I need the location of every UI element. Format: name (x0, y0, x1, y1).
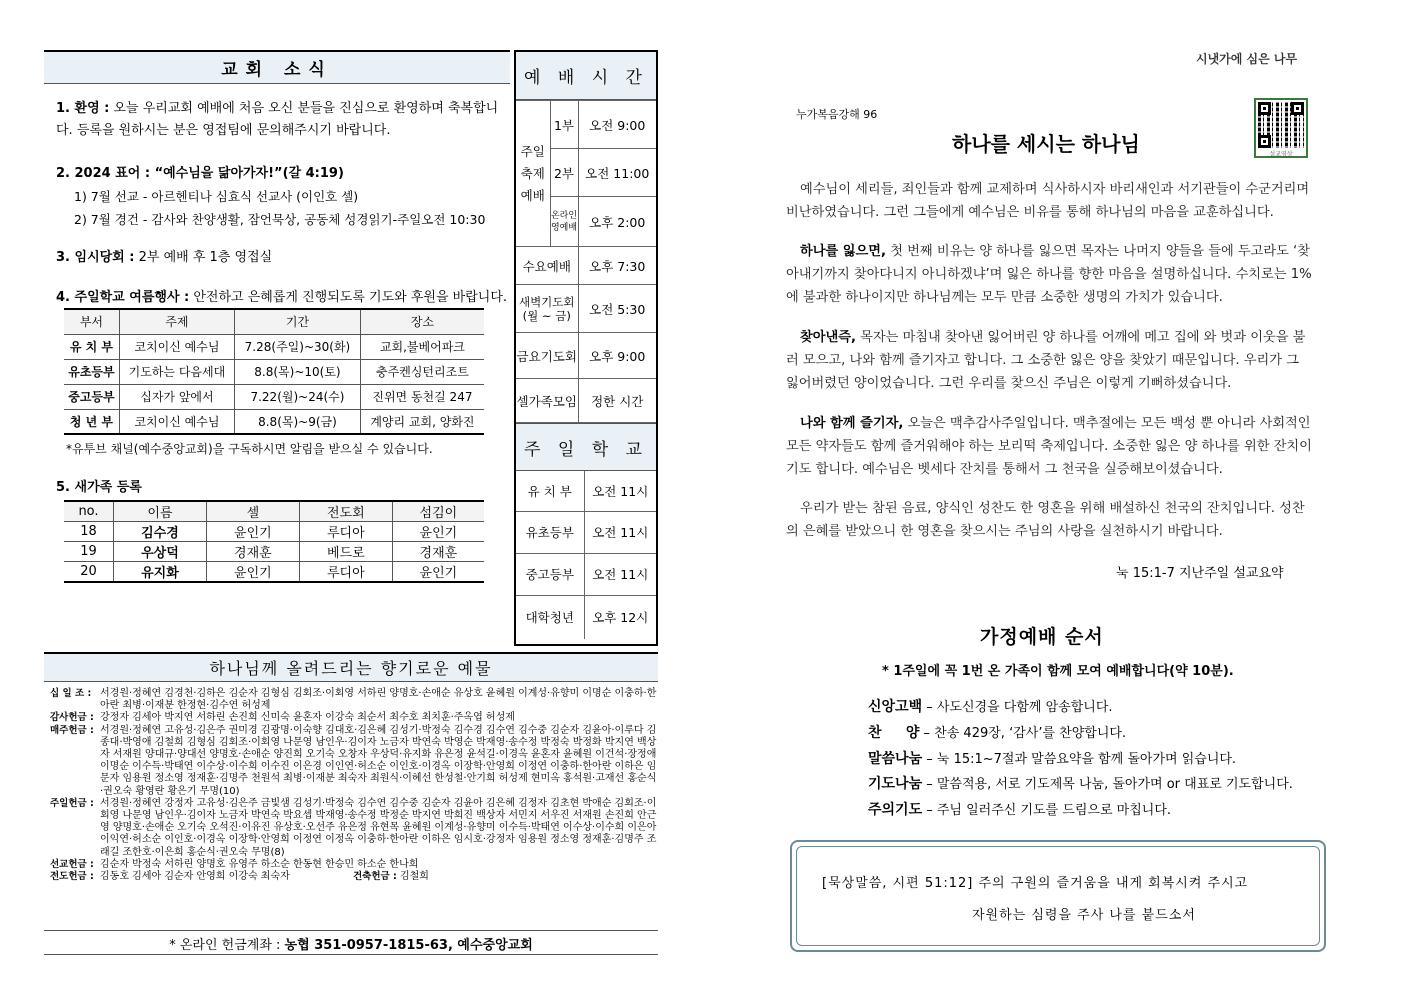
table-row (516, 511, 656, 553)
table-cell: 18 (64, 522, 114, 542)
meditation-verse-line2: 자원하는 심령을 주사 나를 붙드소서 (972, 908, 1196, 923)
table-cell: 윤인기 (206, 522, 299, 542)
table-cell: 계양리 교회, 양화진 (360, 409, 484, 434)
offering-label: 감사헌금 : (50, 712, 94, 724)
meditation-verse-box (790, 840, 1326, 952)
sermon-paragraph (786, 412, 1312, 481)
worship-order-item (868, 696, 1113, 716)
divider (44, 954, 658, 955)
qr-code-icon (1258, 102, 1304, 148)
table-cell: 루디아 (299, 522, 392, 542)
worship-order-item (868, 799, 1171, 819)
table-cell: 8.8(목)~10(토) (235, 359, 361, 384)
church-news-title: 교회 소식 (44, 50, 510, 84)
worship-order-item (868, 722, 1126, 742)
list-item (50, 712, 658, 724)
verse-inner-frame (796, 846, 1320, 946)
online-account (44, 930, 658, 953)
table-header: 전도회 (299, 501, 392, 522)
table-row (64, 409, 484, 434)
service-time: 오후 7:30 (578, 247, 656, 285)
service-name: 새벽기도회 (월 ~ 금) (516, 285, 578, 333)
table-cell: 충주켄싱턴리조트 (360, 359, 484, 384)
qr-corner-icon (1291, 102, 1304, 115)
sermon-paragraph: 우리가 받는 참된 음료, 양식인 성찬도 한 영혼을 위해 배설하신 천국의 잔치입니다. 성찬의 은혜를 받았으니 한 영혼을 찾으시는 주님의 사랑을 실천하시기 바랍니다. (786, 501, 1305, 539)
table-cell: 윤인기 (206, 562, 299, 583)
table-row (64, 359, 484, 384)
news-item-summer-head: 4. 주일학교 여름행사 : (56, 290, 190, 305)
order-text: – 찬송 429장, ‘감사’를 찬양합니다. (919, 726, 1127, 741)
sermon-paragraph (786, 240, 1312, 309)
service-name: 금요기도회 (516, 333, 578, 379)
qr-code[interactable] (1254, 98, 1308, 158)
table-cell: 경재훈 (206, 542, 299, 562)
table-cell: 코치이신 예수님 (119, 334, 234, 359)
table-cell: 유초등부 (64, 359, 119, 384)
list-item (50, 859, 658, 871)
youtube-note: *유투브 채널(예수중앙교회)을 구독하시면 알림을 받으실 수 있습니다. (66, 442, 433, 456)
order-text: – 말씀적용, 서로 기도제목 나눔, 돌아가며 or 대표로 기도합니다. (922, 777, 1293, 792)
sunday-service-label: 주일 축제 예배 (516, 101, 550, 247)
qr-caption: 설교영상 (1269, 151, 1293, 158)
order-text: – 주님 일러주신 기도를 드림으로 마칩니다. (922, 803, 1172, 818)
offering-names: 서경원·정혜연 고유성·김은주 권미경 김광명·이숙향 김대호·김은혜 김성기·박정숙 김수경 김수연 김수중 김순자 김윤아·이루다 김종대·박영애 김철희 김형심 김회조·이회영 나문영 남인우·김이자 노금자 박연숙 박영순 박재영·송수정 박정숙 박정화 박지연 백상자 서재원 양대규·양대선 양명호·손애순 양진희 오기숙 오창자 우상덕·유지화 유은정 윤석길·이경옥 윤혼자 윤혜원 이건석·장정애 이명순 이수득·박태연 이수상·이수희 이수진 이은경 이인연·허소순 이인호·이경옥 이장학·안영희 이정연 이충하·한아란 이하은 임문자 임용원 정소영 정재훈·김명주 천원석 최병·이재분 최숙자 최원식·이혜선 한성철·안기희 허성제 현미옥 홍석원·고재선 홍순식·권오숙 황영란 황은기 무명(10) (100, 724, 657, 797)
table-header: 이름 (114, 501, 207, 522)
table-cell: 7.22(월)~24(수) (235, 384, 361, 409)
home-worship-title: 가정예배 순서 (980, 626, 1104, 648)
service-name: 수요예배 (516, 247, 578, 285)
order-label: 찬 양 (868, 725, 920, 741)
news-item-motto-head: 2. 2024 표어 : “예수님을 닮아가자!”(갈 4:19) (56, 166, 344, 181)
offerings-title: 하나님께 올려드리는 향기로운 예물 (44, 652, 658, 682)
offerings-list (44, 688, 658, 883)
sunday-school-table (516, 471, 656, 639)
paragraph-text: 목자는 마침내 찾아낸 잃어버린 양 하나를 어깨에 메고 집에 와 벗과 이웃을 불러 모으고, 나와 함께 즐기자고 합니다. 그 소중한 잃은 양을 찾았기 때문입니다. 우리가 그 잃어버렸던 양이었습니다. 그런 우리를 찾으신 주님은 이렇게 기뻐하셨습니다. (786, 330, 1306, 391)
table-header: 셀 (206, 501, 299, 522)
table-header: 장소 (360, 309, 484, 334)
church-news-section (44, 50, 510, 305)
table-cell: 중고등부 (64, 384, 119, 409)
table-cell: 20 (64, 562, 114, 583)
table-row (516, 471, 656, 511)
building-offering-label: 건축헌금 : (352, 871, 397, 883)
offering-names (100, 871, 658, 883)
sermon-paragraph: 예수님이 세리들, 죄인들과 함께 교제하며 식사하시자 바리새인과 서기관들이 수군거리며 비난하였습니다. 그런 그들에게 예수님은 비유를 통해 하나님의 마음을 교훈하십니다. (786, 182, 1310, 220)
worship-times-title: 예 배 시 간 (516, 52, 656, 100)
home-worship-subtitle: * 1주일에 꼭 1번 온 가족이 함께 모여 예배합니다(약 10분). (882, 664, 1234, 679)
order-label: 기도나눔 (868, 776, 923, 792)
offering-label: 매주헌금 : (50, 724, 94, 736)
table-row (64, 334, 484, 359)
table-cell: 교회,불베어파크 (360, 334, 484, 359)
news-item-motto-sub2: 2) 7월 경건 - 감사와 찬양생활, 잠언묵상, 공동체 성경읽기-주일오전 10:30 (74, 212, 486, 227)
school-name: 중고등부 (516, 553, 584, 595)
paragraph-text: 오늘은 맥추감사주일입니다. 맥추절에는 모든 백성 뿐 아니라 사회적인 모든 약자들도 함께 즐거워해야 하는 보리떡 축제입니다. 소중한 잃은 양 하나를 위한 잔치이기도 합니다. 예수님은 벳세다 잔치를 통해서 그 천국을 실증해보이셨습니다. (786, 416, 1312, 477)
account-number: 농협 351-0957-1815-63, 예수중앙교회 (284, 938, 533, 953)
table-cell: 루디아 (299, 562, 392, 583)
news-item-motto-sub1: 1) 7월 선교 - 아르헨티나 심효식 선교사 (이인호 셀) (74, 189, 359, 204)
news-item-summer-text: 안전하고 은혜롭게 진행되도록 기도와 후원을 바랍니다. (193, 290, 508, 305)
table-row (516, 333, 656, 379)
sermon-reference: 눅 15:1-7 지난주일 설교요약 (1116, 566, 1284, 581)
table-cell: 김수경 (114, 522, 207, 542)
table-cell: 베드로 (299, 542, 392, 562)
worship-order-item (868, 748, 1236, 768)
table-cell: 기도하는 다음세대 (119, 359, 234, 384)
building-offering-names: 김철희 (399, 871, 429, 883)
offering-label: 주일헌금 : (50, 797, 94, 809)
table-row (64, 384, 484, 409)
offering-label: 전도헌금 : (50, 871, 94, 883)
service-time: 오전 11:00 (578, 149, 656, 197)
list-item (50, 871, 658, 883)
school-name: 유 치 부 (516, 471, 584, 511)
worship-times-table (516, 100, 656, 423)
service-time: 정한 시간 (578, 379, 656, 423)
list-item (50, 725, 658, 798)
qr-corner-icon (1258, 102, 1271, 115)
list-item (50, 798, 658, 859)
offering-names: 강정자 김세아 박지연 서하린 손진희 신미숙 윤혼자 이강숙 최순서 최수호 최치훈·주옥엽 허성제 (100, 712, 515, 724)
order-label: 주의기도 (868, 802, 923, 818)
table-row (516, 595, 656, 639)
service-time: 오전 5:30 (578, 285, 656, 333)
account-prefix: * 온라인 헌금계좌 : (169, 938, 281, 953)
service-time: 오전 9:00 (578, 101, 656, 149)
table-header: no. (64, 501, 114, 522)
table-row (64, 562, 484, 583)
school-time: 오후 12시 (584, 595, 656, 639)
table-cell: 8.8(목)~9(금) (235, 409, 361, 434)
list-item (50, 688, 658, 712)
table-cell: 코치이신 예수님 (119, 409, 234, 434)
offering-label: 선교헌금 : (50, 858, 94, 870)
table-row (64, 522, 484, 542)
news-item-session-text: 2부 예배 후 1층 영접실 (138, 250, 273, 265)
offerings-section (44, 652, 658, 953)
paragraph-keyword: 하나를 잃으면, (800, 244, 887, 259)
meditation-verse-line1: [묵상말씀, 시편 51:12] 주의 구원의 즐거움을 내게 회복시켜 주시고 (822, 876, 1249, 891)
table-cell: 우상덕 (114, 542, 207, 562)
sermon-series: 누가복음강해 96 (796, 108, 878, 121)
qr-corner-icon (1258, 135, 1271, 148)
news-item-motto (56, 162, 512, 231)
table-header: 부서 (64, 309, 119, 334)
offering-names: 서경원·정혜연 강정자 고유성·김은주 금빛샘 김성기·박정숙 김수연 김수중 김순자 김윤아 김은혜 김정자 김초현 박애순 김회조·이회영 나문영 남인우·김이자 노금자 박연숙 박요셉 박재영·송수정 박정순 박지연 박희진 백상자 서민지 서우진 서재원 손진희 안근영 양명호·손애순 오기숙 오석진·이유진 유상호·오선주 유은정 유현목 윤혜원 이계성·유향미 이수득·박태연 이수상·이수희 이은아 이익연·허소순 이인호·이경옥 이장학·안영희 이정연 이정옥 이충하·한아란 이하은 임시호·강정자 임용원 정소영 정재훈·김명주 조래길 조한호·이은희 홍순식·권오숙 무명(8) (100, 797, 657, 858)
worship-order-item (868, 773, 1293, 793)
table-cell: 19 (64, 542, 114, 562)
table-row (516, 379, 656, 423)
news-item-newcomers (56, 476, 142, 495)
table-row (516, 101, 656, 149)
service-part: 2부 (550, 149, 578, 197)
paragraph-keyword: 나와 함께 즐기자, (800, 416, 904, 431)
sunday-school-title: 주 일 학 교 (516, 423, 656, 471)
service-part: 1부 (550, 101, 578, 149)
offering-names-text: 김동호 김세아 김순자 안영희 이강숙 최숙자 (100, 871, 290, 883)
table-row (516, 553, 656, 595)
service-name: 셀가족모임 (516, 379, 578, 423)
offering-names: 김순자 박정숙 서하린 양명호 유영주 하소순 한동현 한승민 하소순 한나희 (100, 858, 419, 870)
table-cell: 진위면 동천길 247 (360, 384, 484, 409)
service-time: 오후 2:00 (578, 197, 656, 247)
offering-label: 십 일 조 : (50, 688, 92, 699)
school-time: 오전 11시 (584, 511, 656, 553)
table-cell: 윤인기 (392, 562, 484, 583)
order-text: – 눅 15:1~7절과 말씀요약을 함께 돌아가며 읽습니다. (922, 752, 1237, 767)
news-item-welcome-text: 오늘 우리교회 예배에 처음 오신 분들을 진심으로 환영하며 축복합니다. 등록을 원하시는 분은 영접팀에 문의해주시기 바랍니다. (56, 101, 499, 138)
table-row (64, 542, 484, 562)
service-time: 오후 9:00 (578, 333, 656, 379)
sermon-title: 하나를 세시는 하나님 (952, 132, 1140, 156)
school-time: 오전 11시 (584, 553, 656, 595)
table-cell: 7.28(주일)~30(화) (235, 334, 361, 359)
news-item-session (56, 246, 272, 265)
school-time: 오전 11시 (584, 471, 656, 511)
order-label: 말씀나눔 (868, 751, 923, 767)
worship-times-box (514, 50, 658, 646)
table-header: 기간 (235, 309, 361, 334)
table-cell: 유지화 (114, 562, 207, 583)
summer-events-table (64, 308, 484, 435)
table-cell: 십자가 앞에서 (119, 384, 234, 409)
service-part: 온라인 영예배 (550, 197, 578, 247)
news-item-welcome (56, 98, 512, 142)
school-name: 대학청년 (516, 595, 584, 639)
new-family-table (64, 500, 484, 583)
table-row (516, 247, 656, 285)
paragraph-keyword: 찾아낸즉, (800, 330, 856, 345)
news-item-newcomers-head: 5. 새가족 등록 (56, 480, 142, 495)
order-label: 신앙고백 (868, 699, 923, 715)
sermon-paragraph (786, 326, 1312, 395)
table-row (516, 285, 656, 333)
order-text: – 사도신경을 다함께 암송합니다. (922, 700, 1113, 715)
news-item-welcome-head: 1. 환영 : (56, 101, 110, 116)
news-item-summer (56, 286, 507, 305)
table-cell: 청 년 부 (64, 409, 119, 434)
table-cell: 유 치 부 (64, 334, 119, 359)
table-header: 섬김이 (392, 501, 484, 522)
offering-names: 서경원·정혜연 김경천·김하은 김순자 김형심 김회조·이회영 서하린 양명호·손애순 유상호 윤혜원 이계성·유향미 이명순 이충하·한아란 최병·이재분 한정현·김수연 허성제 (100, 688, 657, 712)
school-name: 유초등부 (516, 511, 584, 553)
table-cell: 윤인기 (392, 522, 484, 542)
news-item-session-head: 3. 임시당회 : (56, 250, 135, 265)
table-header: 주제 (119, 309, 234, 334)
paragraph-text: 첫 번째 비유는 양 하나를 잃으면 목자는 나머지 양들을 들에 두고라도 ‘찾아내기까지 찾아다니지 아니하겠냐’며 잃은 하나를 향한 마음을 설명하십니다. 수치로는 1%에 불과한 하나이지만 하나님께는 모두 만큼 소중한 생명의 가치가 있습니다. (786, 244, 1312, 305)
table-cell: 경재훈 (392, 542, 484, 562)
brand-title: 시냇가에 심은 나무 (1196, 52, 1298, 66)
